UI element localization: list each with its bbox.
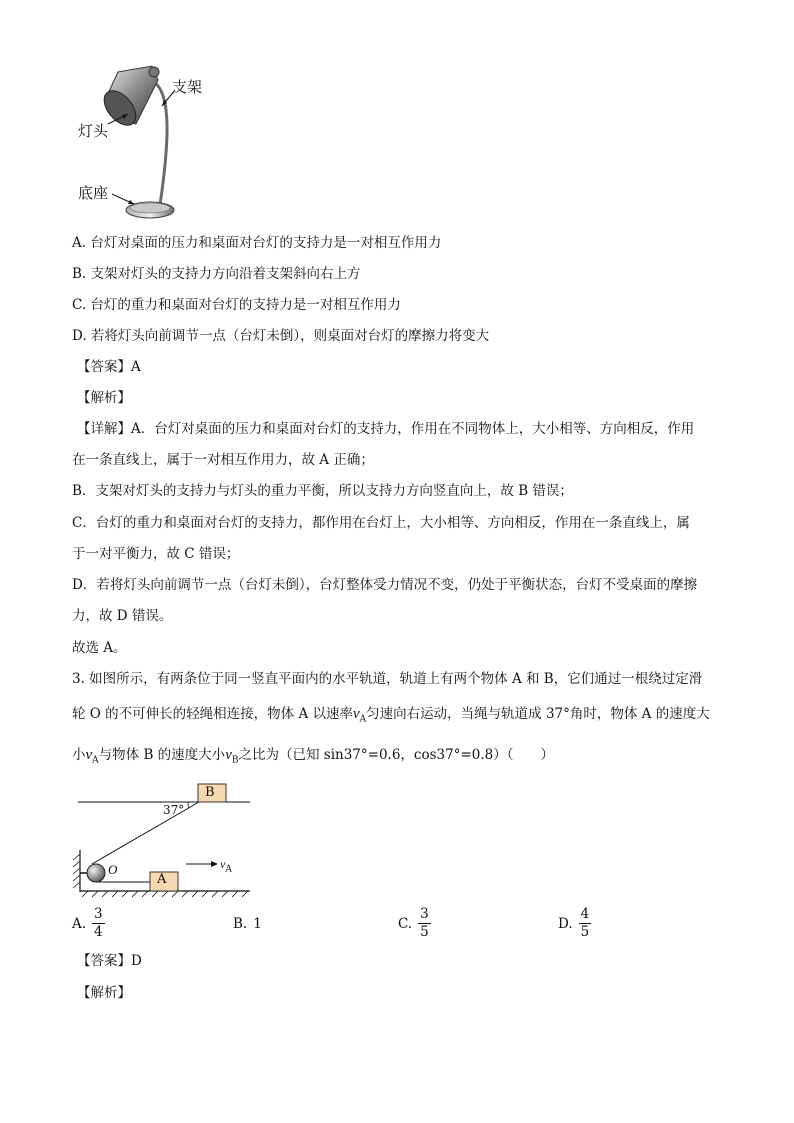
q2-analysis-line: C．台灯的重力和桌面对台灯的支持力，都作用在台灯上，大小相等、方向相反，作用在一条直线上，属 (72, 515, 690, 531)
block-a-label: A (157, 872, 167, 887)
q2-analysis-title: 【解析】 (77, 390, 131, 406)
block-b-label: B (205, 785, 215, 800)
pulley-label: O (108, 862, 118, 877)
lamp-stand (150, 80, 167, 205)
label-bracket: 支架 (172, 78, 203, 96)
q2-option-a: A. 台灯对桌面的压力和桌面对台灯的支持力是一对相互作用力 (72, 235, 442, 251)
pulley (87, 864, 105, 882)
q2-analysis-line: 【详解】A．台灯对桌面的压力和桌面对台灯的支持力，作用在不同物体上，大小相等、方向相反，作用 (77, 421, 695, 437)
q2-option-b: B. 支架对灯头的支持力方向沿着支架斜向右上方 (72, 266, 361, 282)
velocity-label: $v_A$ (220, 857, 232, 875)
angle-arc (188, 802, 189, 808)
q3-option-b: B. 1 (233, 916, 262, 932)
angle-label: 37° (163, 803, 185, 817)
q2-analysis-line: 故选 A。 (72, 640, 127, 656)
q2-option-c: C. 台灯的重力和桌面对台灯的支持力是一对相互作用力 (72, 297, 401, 313)
label-base: 底座 (78, 184, 109, 202)
q3-stem-line3: 小$v_A$与物体 B 的速度大小$v_B$之比为（已知 sin37°=0.6，cos37°=0.8）（ ） (72, 747, 555, 766)
q3-answer: 【答案】D (77, 953, 142, 969)
q2-analysis-line: B．支架对灯头的支持力与灯头的重力平衡，所以支持力方向竖直向上，故 B 错误； (72, 483, 573, 499)
q3-stem-line2: 轮 O 的不可伸长的轻绳相连接，物体 A 以速率$v_A$匀速向右运动，当绳与轨道成 37°角时，物体 A 的速度大 (72, 706, 710, 725)
q3-option-a: A. $\frac{3}{4}$ (72, 906, 103, 940)
q3-analysis-title: 【解析】 (77, 985, 131, 1001)
q2-option-d: D. 若将灯头向前调节一点（台灯未倒），则桌面对台灯的摩擦力将变大 (72, 328, 490, 344)
q2-answer: 【答案】A (77, 359, 141, 375)
q2-analysis-line: D．若将灯头向前调节一点（台灯未倒），台灯整体受力情况不变，仍处于平衡状态，台灯不受桌面的摩擦 (72, 577, 698, 593)
q2-analysis-line: 力，故 D 错误。 (72, 608, 173, 624)
q2-analysis-line: 在一条直线上，属于一对相互作用力，故 A 正确； (72, 452, 374, 468)
lamp-figure (72, 60, 242, 230)
q2-analysis-line: 于一对平衡力，故 C 错误； (72, 546, 240, 562)
q3-option-c: C. $\frac{3}{5}$ (398, 906, 429, 940)
label-lamp-head: 灯头 (78, 122, 109, 140)
q3-option-d: D. $\frac{4}{5}$ (558, 906, 590, 940)
q3-stem-line1: 3. 如图所示，有两条位于同一竖直平面内的水平轨道，轨道上有两个物体 A 和 B，它们通过一根绕过定滑 (72, 671, 703, 687)
